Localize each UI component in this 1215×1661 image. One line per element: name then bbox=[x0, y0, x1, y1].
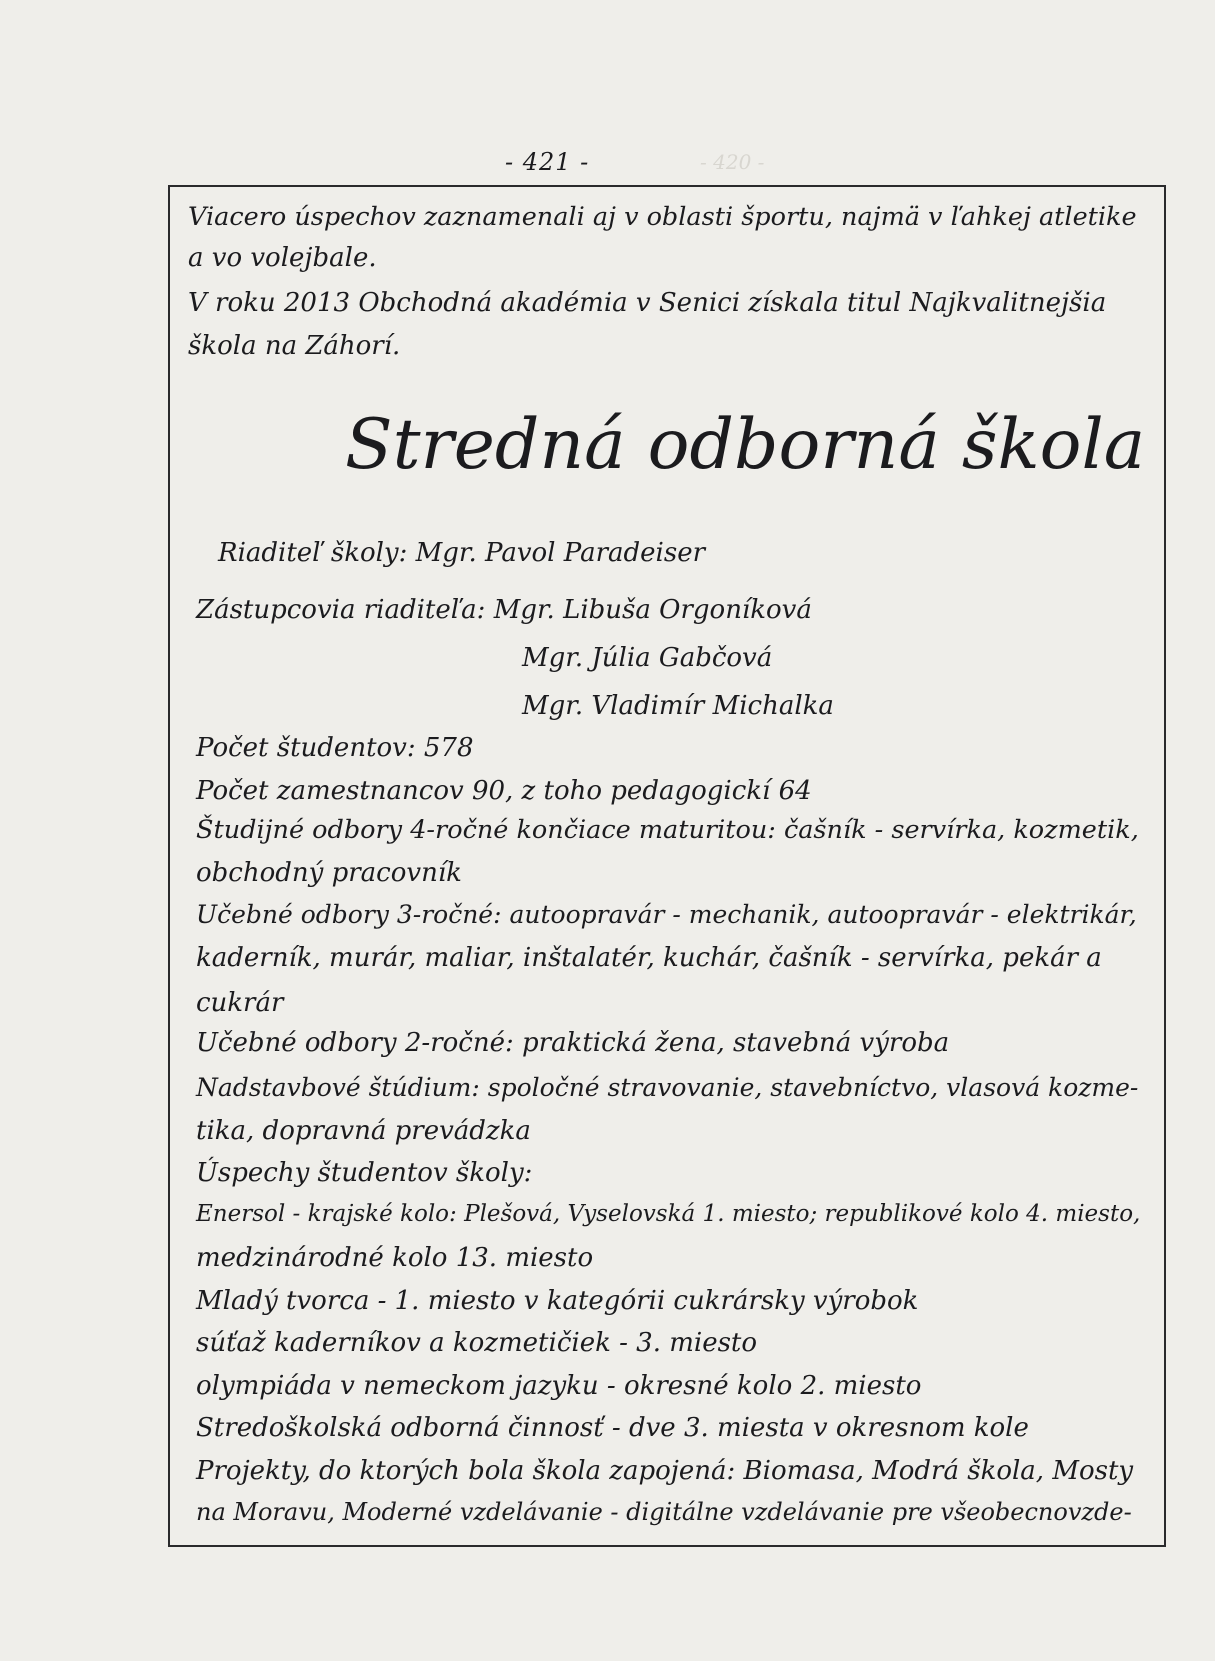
text-line: obchodný pracovník bbox=[196, 858, 462, 888]
text-line: Projekty, do ktorých bola škola zapojená: Biomasa, Modrá škola, Mosty bbox=[196, 1456, 1134, 1486]
text-line: Riaditeľ školy: Mgr. Pavol Paradeiser bbox=[218, 538, 706, 568]
intro-line: a vo volejbale. bbox=[188, 243, 377, 273]
text-line: tika, dopravná prevádzka bbox=[196, 1116, 531, 1146]
text-line: Počet študentov: 578 bbox=[196, 733, 474, 763]
text-line: Enersol - krajské kolo: Plešová, Vyselovská 1. miesto; republikové kolo 4. miesto, bbox=[196, 1201, 1141, 1227]
text-line: olympiáda v nemeckom jazyku - okresné kolo 2. miesto bbox=[196, 1371, 922, 1401]
intro-line: Viacero úspechov zaznamenali aj v oblasti športu, najmä v ľahkej atletike bbox=[188, 202, 1137, 232]
text-line: cukrár bbox=[196, 988, 284, 1018]
text-line: Mgr. Júlia Gabčová bbox=[522, 643, 773, 673]
text-line: Úspechy študentov školy: bbox=[196, 1158, 533, 1188]
text-line: Zástupcovia riaditeľa: Mgr. Libuša Orgoníková bbox=[196, 595, 812, 625]
text-line: Stredoškolská odborná činnosť - dve 3. miesta v okresnom kole bbox=[196, 1413, 1029, 1443]
text-line: na Moravu, Moderné vzdelávanie - digitálne vzdelávanie pre všeobecnovzde- bbox=[196, 1498, 1132, 1526]
ghost-page-number: - 420 - bbox=[700, 150, 765, 174]
text-line: Študijné odbory 4-ročné končiace maturitou: čašník - servírka, kozmetik, bbox=[196, 815, 1139, 845]
text-line: Mgr. Vladimír Michalka bbox=[522, 691, 834, 721]
section-title: Stredná odborná škola bbox=[345, 404, 1146, 485]
text-line: kaderník, murár, maliar, inštalatér, kuchár, čašník - servírka, pekár a bbox=[196, 943, 1102, 973]
text-line: súťaž kaderníkov a kozmetičiek - 3. miesto bbox=[196, 1328, 758, 1358]
text-line: Učebné odbory 3-ročné: autoopravár - mechanik, autoopravár - elektrikár, bbox=[196, 900, 1137, 929]
text-line: Nadstavbové štúdium: spoločné stravovanie, stavebníctvo, vlasová kozme- bbox=[196, 1073, 1139, 1102]
intro-line: škola na Záhorí. bbox=[188, 331, 401, 361]
text-line: Mladý tvorca - 1. miesto v kategórii cukrársky výrobok bbox=[196, 1286, 919, 1316]
text-line: Počet zamestnancov 90, z toho pedagogickí 64 bbox=[196, 776, 812, 806]
text-line: Učebné odbory 2-ročné: praktická žena, stavebná výroba bbox=[196, 1028, 950, 1058]
text-line: medzinárodné kolo 13. miesto bbox=[196, 1243, 594, 1273]
intro-line: V roku 2013 Obchodná akadémia v Senici získala titul Najkvalitnejšia bbox=[188, 288, 1107, 318]
page-number: - 421 - bbox=[505, 148, 590, 176]
